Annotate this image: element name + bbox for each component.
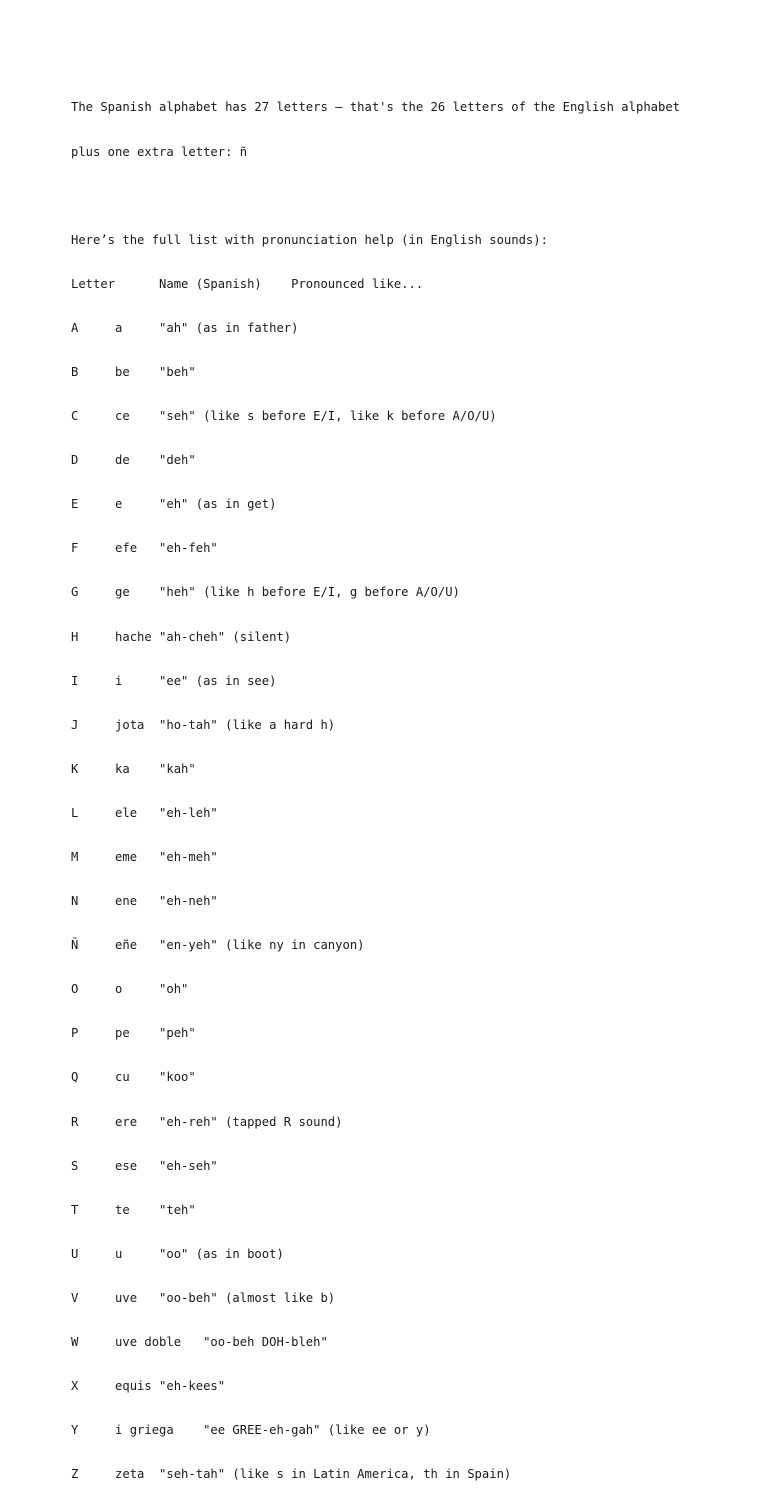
table-row: A a "ah" (as in father) [71, 320, 299, 335]
table-header: Letter Name (Spanish) Pronounced like... [71, 276, 424, 291]
table-row: L ele "eh-leh" [71, 805, 218, 820]
table-row: W uve doble "oo-beh DOH-bleh" [71, 1335, 328, 1350]
table-row: P pe "peh" [71, 1026, 196, 1041]
table-row: G ge "heh" (like h before E/I, g before A/O/U) [71, 585, 460, 600]
table-row: H hache "ah-cheh" (silent) [71, 629, 292, 644]
table-row: F efe "eh-feh" [71, 541, 218, 556]
intro-line-1: The Spanish alphabet has 27 letters — that's the 26 letters of the English alphabet [71, 100, 681, 115]
table-row: T te "teh" [71, 1202, 196, 1217]
table-row: Z zeta "seh-tah" (like s in Latin America, th in Spain) [71, 1467, 512, 1482]
table-row: C ce "seh" (like s before E/I, like k before A/O/U) [71, 409, 497, 424]
table-row: X equis "eh-kees" [71, 1379, 226, 1394]
table-row: J jota "ho-tah" (like a hard h) [71, 717, 336, 732]
table-row: D de "deh" [71, 453, 196, 468]
table-row: N ene "eh-neh" [71, 894, 218, 909]
table-row: O o "oh" [71, 982, 189, 997]
table-row: U u "oo" (as in boot) [71, 1246, 284, 1261]
table-row: B be "beh" [71, 364, 196, 379]
table-row: Ñ eñe "en-yeh" (like ny in canyon) [71, 938, 365, 953]
intro-line-2: plus one extra letter: ñ [71, 144, 248, 159]
table-row: I i "ee" (as in see) [71, 673, 277, 688]
table-row: R ere "eh-reh" (tapped R sound) [71, 1114, 343, 1129]
table-row: Y i griega "ee GREE-eh-gah" (like ee or y) [71, 1423, 431, 1438]
table-row: E e "eh" (as in get) [71, 497, 277, 512]
document-body [71, 71, 731, 1497]
table-row: V uve "oo-beh" (almost like b) [71, 1290, 336, 1305]
table-row: K ka "kah" [71, 761, 196, 776]
table-row: Q cu "koo" [71, 1070, 196, 1085]
list-intro: Here’s the full list with pronunciation help (in English sounds): [71, 232, 548, 247]
spacer [71, 189, 731, 204]
table-row: S ese "eh-seh" [71, 1158, 218, 1173]
table-row: M eme "eh-meh" [71, 850, 218, 864]
